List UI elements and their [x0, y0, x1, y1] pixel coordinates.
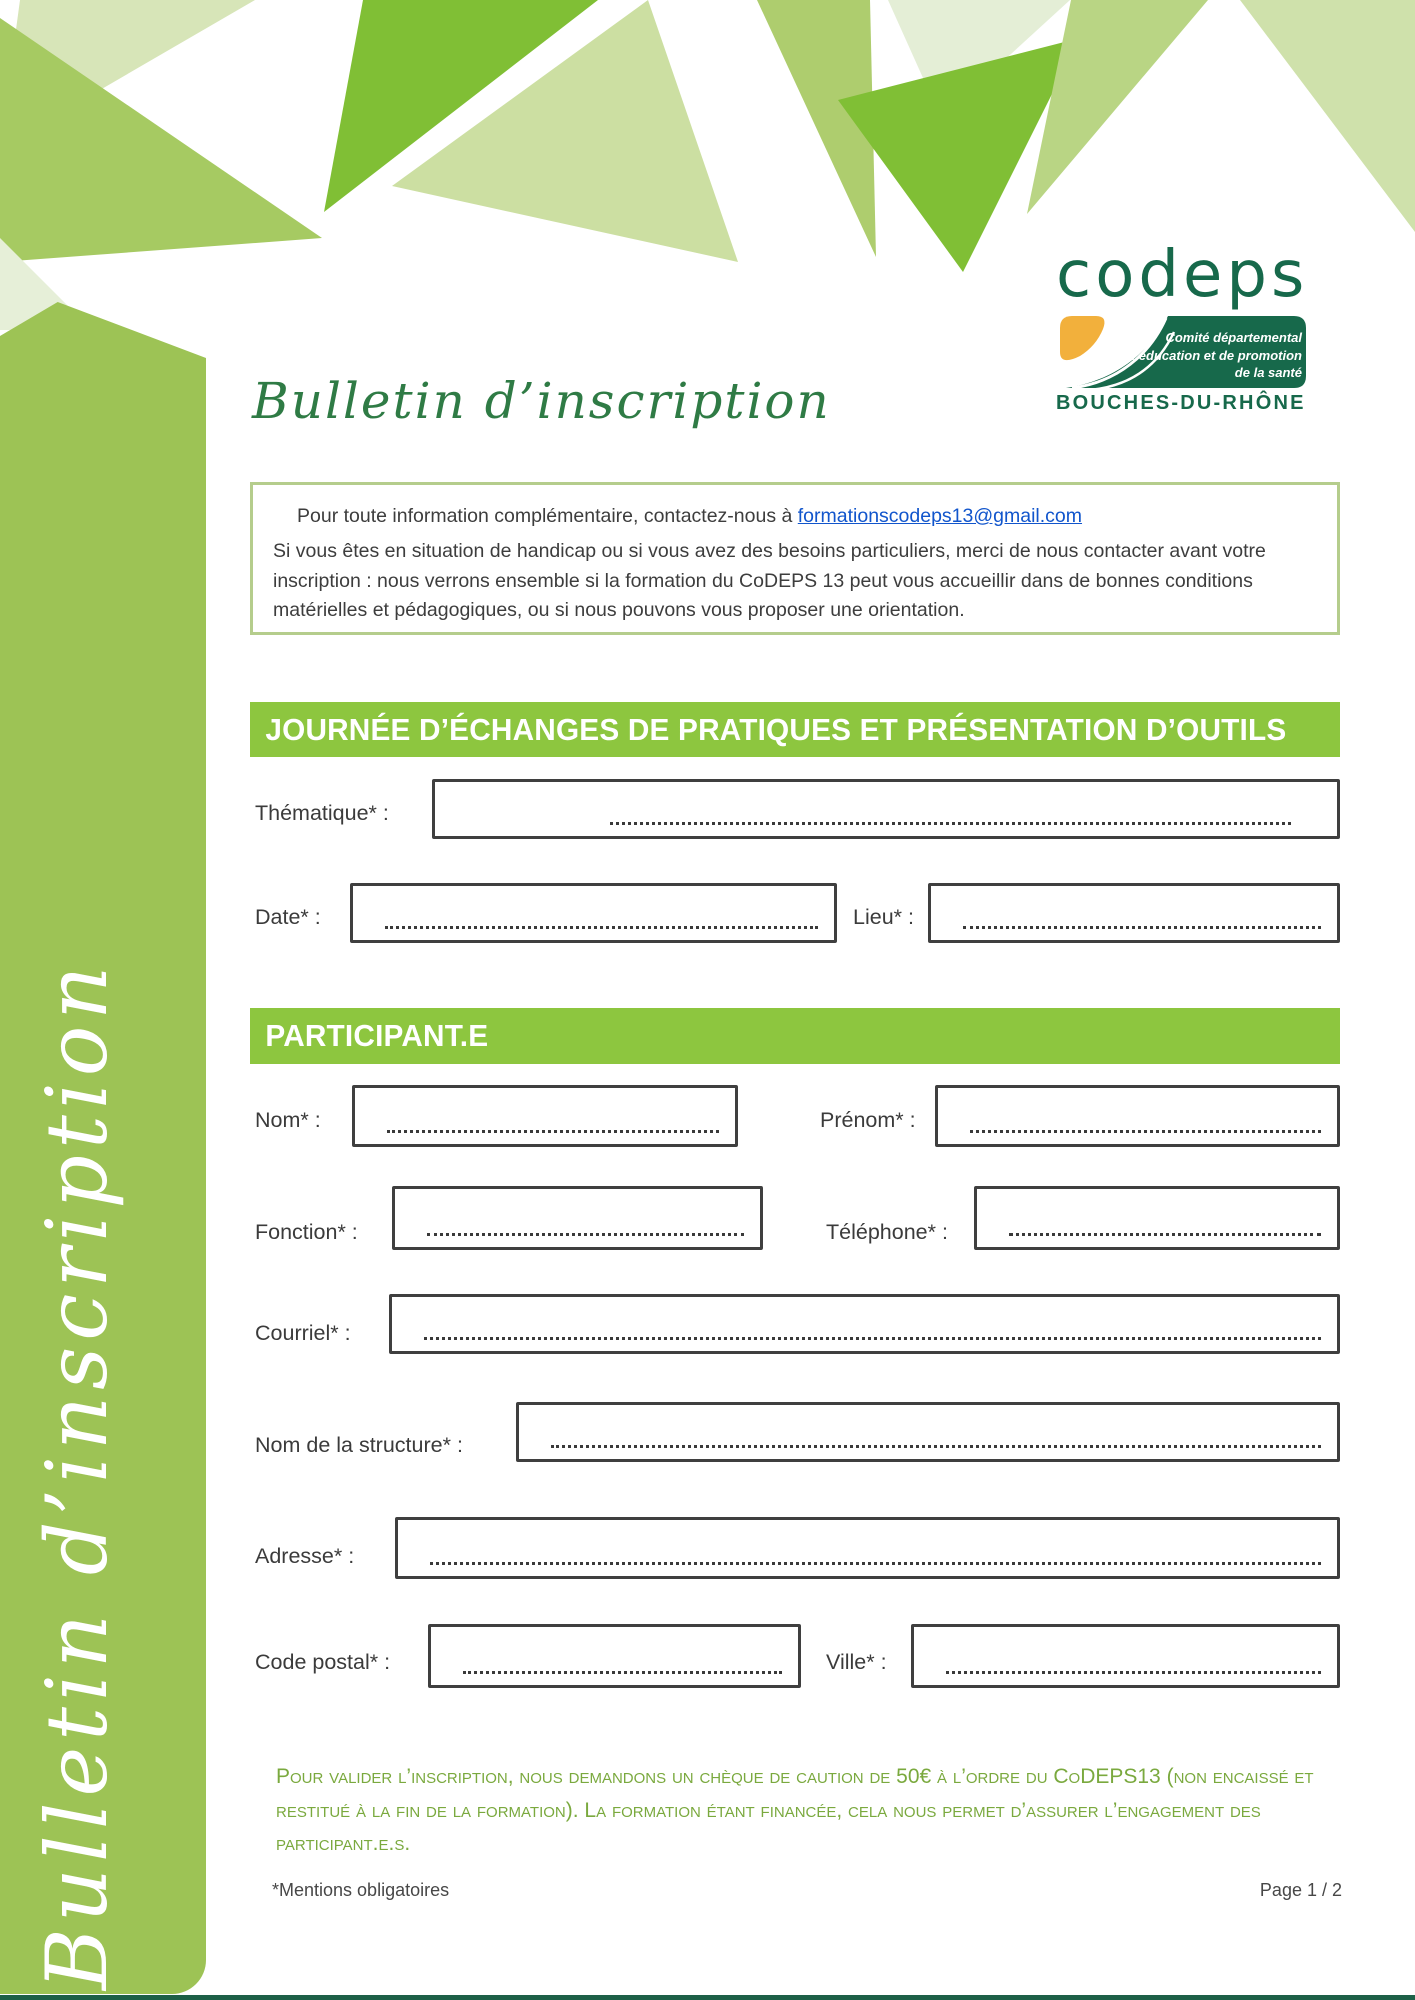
- logo-tagline-line: d’éducation et de promotion: [1127, 347, 1302, 363]
- logo-wordmark: codeps: [1056, 238, 1309, 312]
- triangle-shape: [1240, 0, 1415, 232]
- dotted-line: [430, 1562, 1321, 1565]
- dotted-line: [610, 822, 1291, 825]
- ville-label: Ville* :: [826, 1650, 887, 1674]
- ville-input[interactable]: [911, 1624, 1340, 1688]
- section-header-event: [250, 702, 1340, 757]
- contact-text: Pour toute information complémentaire, contactez-nous à: [297, 505, 798, 527]
- date-label: Date* :: [255, 905, 321, 929]
- nom-label: Nom* :: [255, 1108, 321, 1132]
- lieu-input[interactable]: [928, 883, 1340, 943]
- accessibility-note: Si vous êtes en situation de handicap ou si vous avez des besoins particuliers, merci de nous contacter avant votre inscription : nous verrons ensemble si la formation du CoDEPS 13 peut vous accueillir dans de bonnes conditions matérielles et pédagogiques, ou si nous pouvons vous proposer une orientation.: [273, 540, 1266, 621]
- adresse-label: Adresse* :: [255, 1544, 355, 1568]
- courriel-input[interactable]: [389, 1294, 1340, 1354]
- nom-input[interactable]: [352, 1085, 738, 1147]
- dotted-line: [970, 1130, 1321, 1133]
- adresse-input[interactable]: [395, 1517, 1340, 1579]
- bottom-bar: [0, 1995, 1415, 2000]
- triangle-shape: [1027, 0, 1208, 214]
- dotted-line: [551, 1445, 1321, 1448]
- mandatory-fields-note: *Mentions obligatoires: [272, 1880, 450, 1900]
- code-postal-input[interactable]: [428, 1624, 801, 1688]
- info-box: [250, 482, 1340, 635]
- fonction-label: Fonction* :: [255, 1220, 358, 1244]
- fonction-input[interactable]: [392, 1186, 763, 1250]
- dotted-line: [963, 926, 1321, 929]
- section-header-participant-title: PARTICIPANT.E: [265, 1018, 489, 1053]
- sidebar-vertical-title: Bulletin d’inscription: [28, 959, 126, 1990]
- lieu-label: Lieu* :: [853, 905, 914, 929]
- section-header-event-title: JOURNÉE D’ÉCHANGES DE PRATIQUES ET PRÉSENTATION D’OUTILS: [265, 711, 1287, 747]
- thematique-input[interactable]: [432, 779, 1340, 839]
- caution-note: Pour valider l’inscription, nous demandons un chèque de caution de 50€ à l’ordre du CoDEPS13 (non encaissé et restitué à la fin de la formation). La formation étant financée, cela nous permet d’assurer l’engagement des participant.e.s.: [276, 1765, 1314, 1856]
- dotted-line: [387, 1130, 719, 1133]
- page-title: Bulletin d’inscription: [252, 372, 831, 430]
- contact-line: [297, 502, 1315, 531]
- page-indicator: Page 1 / 2: [1259, 1880, 1342, 1900]
- logo-tagline-line: Comité départemental: [1165, 330, 1302, 345]
- dotted-line: [424, 1337, 1321, 1340]
- dotted-line: [427, 1233, 744, 1236]
- contact-email-link[interactable]: formationscodeps13@gmail.com: [797, 505, 1083, 527]
- telephone-label: Téléphone* :: [826, 1220, 948, 1244]
- triangle-shape: [757, 0, 876, 257]
- thematique-label: Thématique* :: [255, 801, 389, 825]
- date-input[interactable]: [350, 883, 837, 943]
- dotted-line: [946, 1671, 1321, 1674]
- logo-tagline: [1092, 329, 1302, 382]
- structure-input[interactable]: [516, 1402, 1340, 1462]
- courriel-label: Courriel* :: [255, 1321, 351, 1345]
- dotted-line: [463, 1671, 782, 1674]
- structure-label: Nom de la structure* :: [255, 1433, 463, 1457]
- prenom-input[interactable]: [935, 1085, 1340, 1147]
- dotted-line: [385, 926, 818, 929]
- dotted-line: [1009, 1233, 1321, 1236]
- logo-tagline-line: de la santé: [1234, 365, 1302, 381]
- logo-region: BOUCHES-DU-RHÔNE: [1056, 392, 1306, 414]
- telephone-input[interactable]: [974, 1186, 1340, 1250]
- prenom-label: Prénom* :: [820, 1108, 916, 1132]
- logo-emblem: [1056, 312, 1310, 390]
- triangle-shape: [0, 18, 322, 262]
- section-header-participant: [250, 1008, 1340, 1064]
- code-postal-label: Code postal* :: [255, 1650, 391, 1674]
